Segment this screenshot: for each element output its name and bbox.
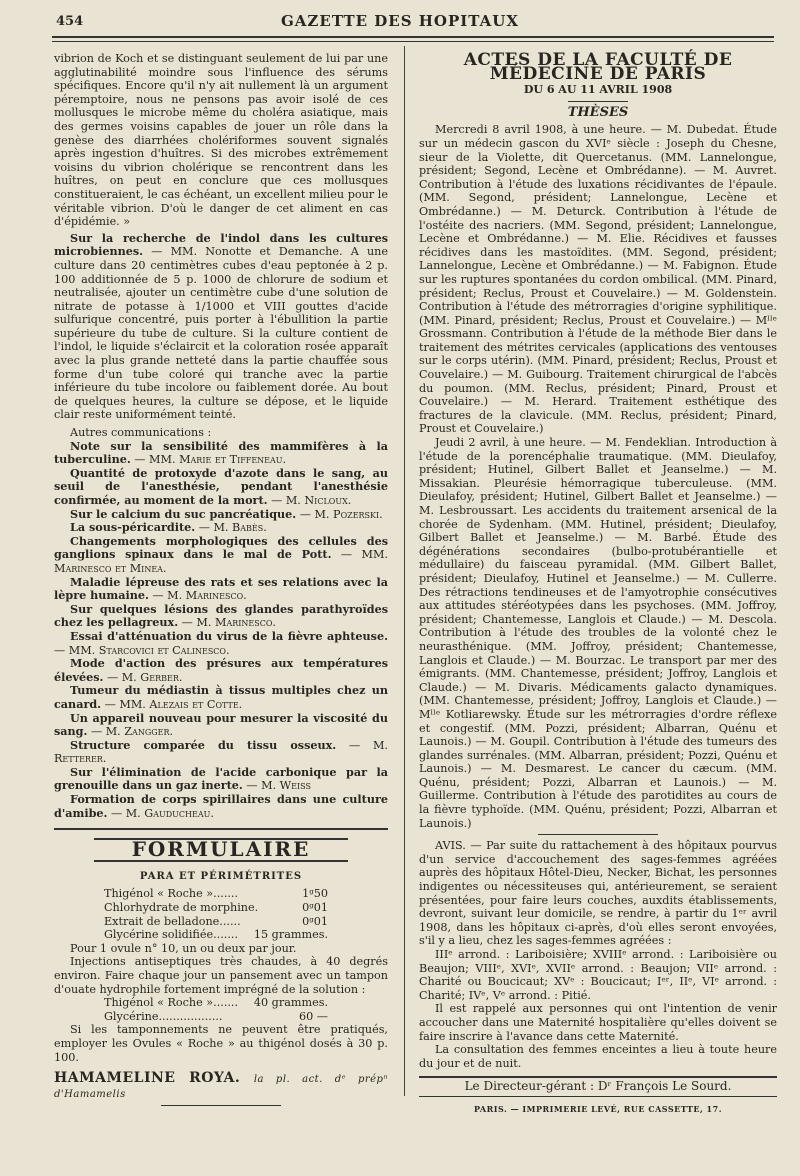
indol-body: A une culture dans 20 centimètres cubes d'eau peptonée à 2 p. 100 additionnée de 5 p. 1000 de chlorure de sodium et neutralisée, ajouter un centimètre cube d'une solution de nitrate de potasse à 1/1000 et VIII gouttes d'acide sulfurique concentré, puis porter à l'ébullition la partie supérieure du tube de culture. Si la culture contient de l'indol, le liquide s'éclaircit et la coloration rosée apparaît avec la plus grande netteté dans la partie chauffée sous forme d'un tube coloré qui tranche avec la partie inférieure du tube incolore ou faiblement dorée. Au bout de quelques heures, la culture se dépose, et le liquide clair reste uniformément teinté. [54, 245, 388, 422]
advertisement [54, 1072, 388, 1101]
prescription-dose: 15 grammes. [253, 928, 328, 942]
communication-title: La sous-péricardite. [70, 520, 196, 535]
arrond-text: IIIᵉ arrond. : Lariboisière; XVIIIᵉ arrond. : Lariboisière ou Beaujon; VIIIᵉ, XVIᵉ, XVIIᵉ arrond. : Beaujon; VIIᵉ arrond. : Charité ou Boucicaut; XVᵉ : Boucicaut; Iᵉʳ, IIᵉ, VIᵉ arrond. : Charité; IVᵉ, Vᵉ arrond. : Pitié. [419, 948, 777, 1002]
para-title: PARA ET PÉRIMÉTRITES [139, 870, 303, 882]
communication-item [54, 712, 388, 739]
left-column [54, 52, 388, 1100]
communication-item [54, 793, 388, 820]
communication-title: Structure comparée du tissu osseux. [70, 737, 337, 752]
footer-rule [419, 1076, 777, 1078]
prescription-2 [54, 996, 388, 1023]
communication-title: Note sur la sensibilité des mammifères à la tuberculine. [54, 438, 388, 467]
communication-authors: — MM. Alezais et Cotte. [104, 697, 243, 711]
communication-authors: — M. Gerber. [106, 670, 183, 684]
prescription-item: Glycérine solidifiée....... [104, 928, 238, 942]
prescription-item: Thigénol « Roche »....... [104, 887, 239, 901]
communication-title: Sur quelques lésions des glandes parathyroïdes chez les pellagreux. [54, 601, 388, 630]
avis-text: AVIS. — Par suite du rattachement à des hôpitaux pourvus d'un service d'accouchement des sages-femmes agréées auprès des hôpitaux Hôtel-Dieu, Necker, Bichat, les personnes indigentes ou nécessiteuses qui, antérieurement, se seraient présentées, pour faire leurs couches, auxdits établissements, devront, suivant leur domicile, se rendre, à partir du 1ᵉʳ avril 1908, dans les hôpitaux ci-après, d'où elles seront envoyées, s'il y a lieu, chez les sages-femmes agréées : [419, 839, 777, 948]
communications-list [54, 440, 388, 821]
communication-authors: — M. Weiss [246, 779, 311, 793]
communication-authors: — M. Babès. [198, 521, 267, 535]
indol-section [54, 232, 388, 422]
prescription-dose: 0ᵍ01 [302, 914, 328, 928]
communication-authors: — MM. Marinesco et Minea. [54, 548, 388, 575]
communication-title: Un appareil nouveau pour mesurer la viscosité du sang. [54, 710, 388, 739]
prescription-item: Chlorhydrate de morphine. [104, 901, 259, 915]
printer-imprint: PARIS. — IMPRIMERIE LEVÉ, RUE CASSETTE, 17. [474, 1103, 722, 1114]
communication-item [54, 467, 388, 508]
si-les-text: Si les tamponnements ne peuvent être pratiqués, employer les Ovules « Roche » au thigénol dosés à 30 p. 100. [54, 1023, 388, 1064]
communication-authors: — M. Retterer. [54, 738, 388, 766]
communication-authors: — M. Marinesco. [181, 616, 276, 630]
communication-title: Sur le calcium du suc pancréatique. [70, 506, 297, 521]
prescription-dose: 60 — [299, 1009, 328, 1023]
faculty-title: ACTES DE LA FACULTÉ DE MÉDECINE DE PARIS [463, 50, 733, 84]
communication-item [54, 603, 388, 630]
communication-authors: — M. Marinesco. [152, 589, 247, 603]
section-rule [54, 828, 388, 830]
communication-item [54, 508, 388, 522]
ad-rule [161, 1105, 281, 1106]
communication-item [54, 521, 388, 535]
title-rule [568, 101, 628, 102]
rappel-text: Il est rappelé aux personnes qui ont l'intention de venir accoucher dans une Maternité hospitalière qu'elles doivent se faire inscrire à l'avance dans cette Maternité. [419, 1002, 777, 1043]
communication-title: Essai d'atténuation du virus de la fièvre aphteuse. [70, 628, 388, 643]
communication-title: Tumeur du médiastin à tissus multiples chez un canard. [54, 683, 388, 711]
faculty-dates: DU 6 AU 11 AVRIL 1908 [523, 83, 673, 97]
communication-item [54, 535, 388, 576]
communication-title: Maladie lépreuse des rats et ses relations avec la lèpre humaine. [54, 574, 388, 603]
communication-title: Sur l'élimination de l'acide carbonique par la grenouille dans un gaz inerte. [54, 764, 388, 793]
prescription-item: Thigénol « Roche »....... [104, 996, 239, 1010]
article-paragraph: vibrion de Koch et se distinguant seulement de lui par une agglutinabilité moindre sous l'influence des sérums spécifiques. Encore qu'il n'y ait nullement là un argument péremptoire, nous ne pensons pas avoir isolé de ces mollusques le microbe même du choléra asiatique, mais des germes voisins capables de jouer un rôle dans la genèse des diarrhées cholériformes souvent signalés après ingestion d'huîtres. Si des microbes extrêmement voisins du vibrion cholérique se rencontrent dans les huîtres, on peut en conclure que ces mollusques constitueraient, le cas échéant, un excellent milieu pour le véritable vibrion. D'où le danger de cet aliment en cas d'épidémie. » [54, 52, 388, 229]
formulaire-title: FORMULAIRE [94, 838, 348, 862]
indol-title: Sur la recherche de l'indol dans les cultures microbiennes. [54, 230, 388, 259]
theses-wednesday: Mercredi 8 avril 1908, à une heure. — M. Dubedat. Étude sur un médecin gascon du XVIᵉ siècle : Joseph du Chesne, sieur de la Violette, dit Quercetanus. (MM. Lannelongue, président; Segond, Lecène et Ombrédanne). — M. Auvret. Contribution à l'étude des luxations récidivantes de l'épaule. (MM. Segond, président; Lannelongue, Lecène et Ombrédanne.) — M. Deturck. Contribution à l'étude de l'ostéite des nacriers. (MM. Segond, président; Lannelongue, Lecène et Ombrédanne.) — M. Elie. Récidives et fausses récidives dans les mastoïdites. (MM. Segond, président; Lannelongue, Lecène et Ombrédanne.) — M. Fabignon. Étude sur les ruptures spontanées du cordon ombilical. (MM. Pinard, président; Reclus, Proust et Couvelaire.) — M. Goldenstein. Contribution à l'étude des métrorragies d'origine syphilitique. (MM. Pinard, président; Reclus, Proust et Couvelaire.) — Mˡˡᵉ Grossmann. Contribution à l'étude de la méthode Bier dans le traitement des métrites cervicales (applications des ventouses sur le corps utérin). (MM. Pinard, président; Reclus, Proust et Couvelaire.) — M. Guibourg. Traitement chirurgical de l'abcès du poumon. (MM. Reclus, président; Pinard, Proust et Couvelaire.) — M. Herard. Traitement esthétique des fractures de la clavicule. (MM. Reclus, président; Pinard, Proust et Couvelaire.) [419, 123, 777, 436]
avis-rule [538, 834, 658, 835]
communication-authors: — M. Zangger. [90, 725, 174, 739]
ad-subtitle: la pl. act. dᵉ prépⁿ d'Hamamelis [54, 1074, 388, 1100]
prescription-row [54, 887, 388, 901]
communication-item [54, 684, 388, 711]
prescription-dose: 1ᵍ50 [302, 887, 328, 901]
communication-item [54, 440, 388, 467]
communication-title: Changements morphologiques des cellules des ganglions spinaux dans le mal de Pott. [54, 533, 388, 562]
communication-authors: — MM. Starcovici et Calinesco. [54, 643, 230, 657]
right-column [419, 50, 777, 1114]
journal-title: GAZETTE DES HOPITAUX [280, 12, 519, 30]
communication-authors: — MM. Marie et Tiffeneau. [134, 453, 287, 467]
communication-authors: — M. Nicloux. [271, 494, 352, 507]
prescription-row [54, 901, 388, 915]
theses-heading: THÈSES [567, 104, 629, 120]
communication-item [54, 766, 388, 793]
communication-title: Formation de corps spirillaires dans une culture d'amibe. [54, 792, 388, 820]
communication-authors: — M. Gauducheau. [110, 806, 214, 820]
pour-line: Pour 1 ovule n° 10, un ou deux par jour. [70, 941, 297, 955]
prescription-row [54, 928, 388, 942]
injections-text: Injections antiseptiques très chaudes, à 40 degrés environ. Faire chaque jour un pansement avec un tampon d'ouate hydrophile fortement imprégné de la solution : [54, 955, 388, 996]
communication-authors: — M. Pozerski. [299, 507, 383, 521]
page-number: 454 [56, 14, 84, 29]
communication-item [54, 657, 388, 684]
prescription-item: Extrait de belladone...... [104, 914, 241, 928]
prescription-item: Glycérine.................. [104, 1009, 223, 1023]
prescription-1 [54, 887, 388, 941]
theses-thursday: Jeudi 2 avril, à une heure. — M. Fendeklian. Introduction à l'étude de la porencéphalie traumatique. (MM. Dieulafoy, président; Hutinel, Gilbert Ballet et Jeanselme.) — M. Missakian. Pleurésie hémorragique tuberculeuse. (MM. Dieulafoy, président; Hutinel, Gilbert Ballet et Jeanselme.) — M. Lesbroussart. Les accidents du traitement arsenical de la chorée de Sydenham. (MM. Hutinel, président; Dieulafoy, Gilbert Ballet et Jeanselme.) — M. Barbé. Étude des dégénérations secondaires (bulbo-protubérantielle et médullaire) du faisceau pyramidal. (MM. Gilbert Ballet, président; Dieulafoy, Hutinel et Jeanselme.) — M. Cullerre. Des rétractions tendineuses et de l'amyotrophie consécutives aux attitudes stéréotypées dans les psychoses. (MM. Joffroy, président; Chantemesse, Langlois et Claude.) — M. Descola. Contribution à l'étude des troubles de la volonté chez le neurasthénique. (MM. Joffroy, président; Chantemesse, Langlois et Claude.) — M. Bourzac. Le transport par mer des émigrants. (MM. Chantemesse, président; Joffroy, Langlois et Claude.) — M. Divaris. Médicaments galacto dynamiques. (MM. Chantemesse, président; Joffroy, Langlois et Claude.) — Mˡˡᵉ Kotliarewsky. Étude sur les métrorragies d'ordre réflexe et congestif. (MM. Pozzi, président; Albarran, Quénu et Launois.) — M. Goupil. Contribution à l'étude des tumeurs des glandes surrénales. (MM. Albarran, président; Pozzi, Quénu et Launois.) — M. Desmarest. Le cancer du cæcum. (MM. Quénu, président; Pozzi, Albarran et Launois.) — M. Guillerme. Contribution à l'étude des parotidites au cours de la fièvre typhoïde. (MM. Quénu, président; Pozzi, Albarran et Launois.) [419, 436, 777, 830]
communication-title: Quantité de protoxyde d'azote dans le sang, au seuil de l'anesthésie, pendant l'anesthésie confirmée, au moment de la mort. [54, 465, 388, 507]
page-header [0, 0, 800, 36]
communication-item [54, 576, 388, 603]
prescription-dose: 0ᵍ01 [302, 901, 328, 915]
prescription-dose: 40 grammes. [253, 996, 328, 1010]
prescription-row [54, 915, 388, 929]
communication-item [54, 739, 388, 766]
consult-text: La consultation des femmes enceintes a lieu à toute heure du jour et de nuit. [419, 1043, 777, 1070]
prescription-row [54, 996, 388, 1010]
prescription-row [54, 1010, 388, 1024]
autres-heading: Autres communications : [70, 426, 212, 440]
column-divider [404, 46, 405, 1096]
header-rule [52, 36, 774, 42]
ad-brand: HAMAMELINE ROYA. [54, 1070, 241, 1087]
indol-authors: — MM. Nonotte et Demanche. [151, 245, 343, 259]
communication-item [54, 630, 388, 657]
directeur-signature: Le Directeur-gérant : Dʳ François Le Sourd. [464, 1079, 732, 1094]
footer-rule-2 [419, 1096, 777, 1097]
communication-title: Mode d'action des présures aux températures élevées. [54, 656, 388, 684]
